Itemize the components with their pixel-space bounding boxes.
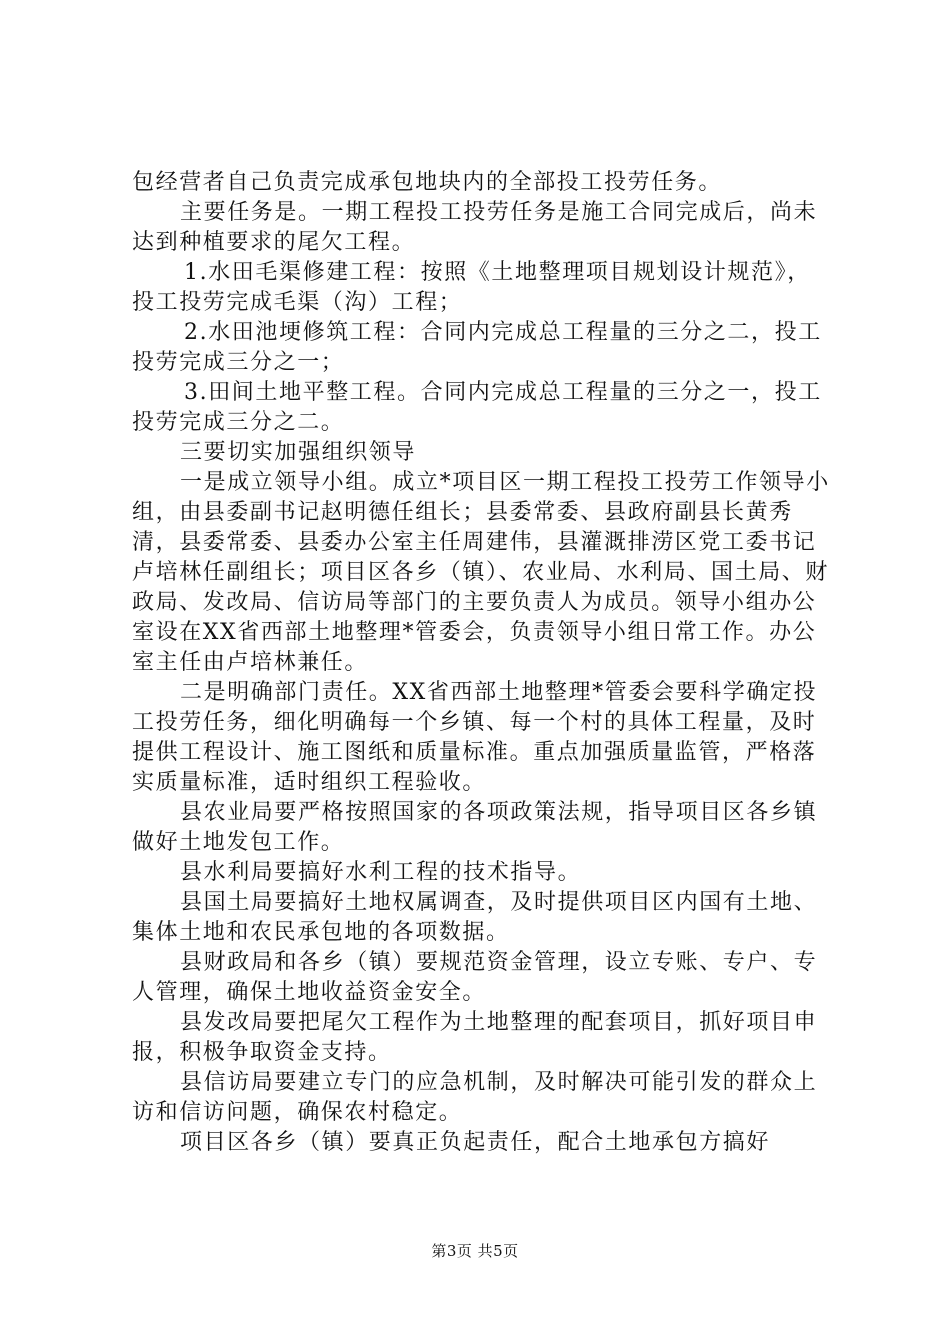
- document-body: [132, 168, 832, 1158]
- section-heading: 三要切实加强组织领导: [180, 440, 417, 465]
- page-number-footer: 第3页 共5页: [431, 1242, 519, 1260]
- paragraph: 县农业局要严格按照国家的各项政策法规，指导项目区各乡镇做好土地发包工作。: [132, 800, 818, 855]
- paragraph: 县水利局要搞好水利工程的技术指导。: [180, 860, 582, 885]
- paragraph: 二是明确部门责任。XX省西部土地整理*管委会要科学确定投工投劳任务，细化明确每一个乡镇、每一个村的具体工程量，及时提供工程设计、施工图纸和质量标准。重点加强质量监管，严格落实质量标准，适时组织工程验收。: [132, 680, 818, 795]
- paragraph: 项目区各乡（镇）要真正负起责任，配合土地承包方搞好: [180, 1130, 771, 1155]
- list-item-2: 2.水田池埂修筑工程：合同内完成总工程量的三分之二，投工投劳完成三分之一；: [132, 320, 822, 375]
- paragraph: 一是成立领导小组。成立*项目区一期工程投工投劳工作领导小组，由县委副书记赵明德任组长；县委常委、县政府副县长黄秀清，县委常委、县委办公室主任周建伟，县灌溉排涝区党工委书记卢培林任副组长；项目区各乡（镇）、农业局、水利局、国土局、财政局、发改局、信访局等部门的主要负责人为成员。领导小组办公室设在XX省西部土地整理*管委会，负责领导小组日常工作。办公室主任由卢培林兼任。: [132, 470, 830, 675]
- list-item-3: 3.田间土地平整工程。合同内完成总工程量的三分之一，投工投劳完成三分之二。: [132, 380, 822, 435]
- list-item-1: 1.水田毛渠修建工程：按照《土地整理项目规划设计规范》，投工投劳完成毛渠（沟）工程；: [132, 260, 811, 315]
- paragraph: 县信访局要建立专门的应急机制，及时解决可能引发的群众上访和信访问题，确保农村稳定。: [132, 1070, 818, 1125]
- paragraph: 主要任务是。一期工程投工投劳任务是施工合同完成后，尚未达到种植要求的尾欠工程。: [132, 200, 818, 255]
- paragraph: 包经营者自己负责完成承包地块内的全部投工投劳任务。: [132, 170, 723, 195]
- paragraph: 县发改局要把尾欠工程作为土地整理的配套项目，抓好项目申报，积极争取资金支持。: [132, 1010, 818, 1065]
- paragraph: 县国土局要搞好土地权属调查，及时提供项目区内国有土地、集体土地和农民承包地的各项数据。: [132, 890, 818, 945]
- paragraph: 县财政局和各乡（镇）要规范资金管理，设立专账、专户、专人管理，确保土地收益资金安全。: [132, 950, 818, 1005]
